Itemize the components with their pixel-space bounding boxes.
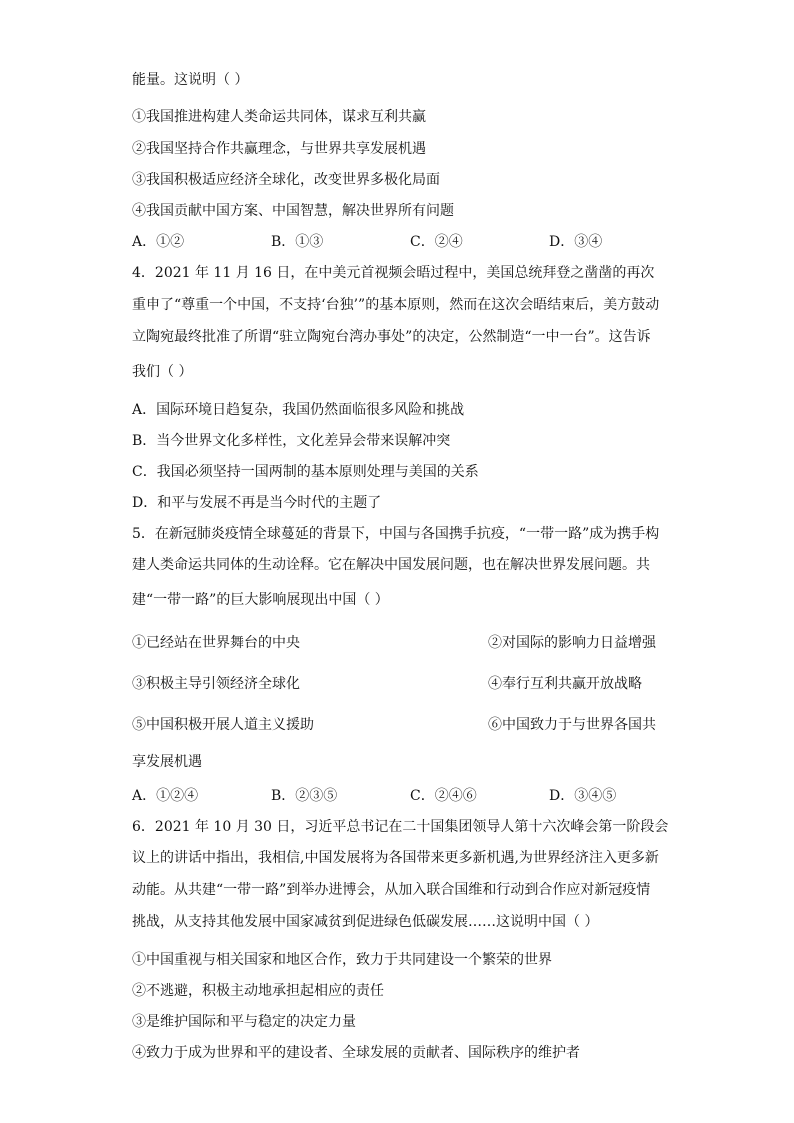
q3-option-a: A．①②	[132, 234, 185, 250]
q3-options	[132, 232, 612, 252]
q6-stem-line-1: 6．2021 年 10 月 30 日，习近平总书记在二十国集团领导人第十六次峰会第一阶段会	[132, 819, 669, 835]
q6-stem-line-3: 动能。从共建“一带一路”到举办进博会，从加入联合国维和行动到合作应对新冠疫情	[132, 882, 651, 898]
q3-option-d: D．③④	[549, 234, 603, 250]
q6-item-1: ①中国重视与相关国家和地区合作，致力于共同建设一个繁荣的世界	[132, 952, 552, 968]
q5-option-d: D．③④⑤	[549, 788, 617, 804]
q5-option-b: B．②③⑤	[271, 788, 338, 804]
q5-stem-line-1: 5．在新冠肺炎疫情全球蔓延的背景下，中国与各国携手抗疫，“一带一路”成为携手构	[132, 526, 660, 542]
q5-item-row-1	[132, 633, 656, 653]
q5-stem-line-3: 建“一带一路”的巨大影响展现出中国（ ）	[132, 592, 389, 608]
q4-choice-c: C．我国必须坚持一国两制的基本原则处理与美国的关系	[132, 464, 479, 480]
q3-item-3: ③我国积极适应经济全球化，改变世界多极化局面	[132, 172, 440, 188]
q5-options	[132, 786, 617, 806]
q6-stem-line-4: 挑战，从支持其他发展中国家减贫到促进绿色低碳发展……这说明中国（ ）	[132, 914, 599, 930]
q6-item-4: ④致力于成为世界和平的建设者、全球发展的贡献者、国际秩序的维护者	[132, 1045, 580, 1061]
q4-choice-b: B．当今世界文化多样性，文化差异会带来误解冲突	[132, 433, 451, 449]
q3-option-c: C．②④	[410, 234, 463, 250]
q4-choice-a: A．国际环境日趋复杂，我国仍然面临很多风险和挑战	[132, 402, 465, 418]
q6-item-3: ③是维护国际和平与稳定的决定力量	[132, 1014, 356, 1030]
q5-item-5: ⑤中国积极开展人道主义援助	[132, 717, 314, 733]
q5-item-2: ②对国际的影响力日益增强	[488, 635, 656, 651]
q4-stem-line-3: 立陶宛最终批准了所谓“驻立陶宛台湾办事处”的决定，公然制造“一中一台”。这告诉	[132, 329, 651, 345]
q4-stem-line-4: 我们（ ）	[132, 364, 193, 380]
q4-choice-d: D．和平与发展不再是当今时代的主题了	[132, 495, 382, 511]
q5-item-row-2	[132, 674, 656, 694]
q5-item-3: ③积极主导引领经济全球化	[132, 676, 300, 692]
q5-item-6: ⑥中国致力于与世界各国共	[488, 717, 656, 733]
q5-stem-line-2: 建人类命运共同体的生动诠释。它在解决中国发展问题，也在解决世界发展问题。共	[132, 557, 650, 573]
q3-stem-continuation: 能量。这说明（ ）	[132, 72, 249, 88]
q5-item-4: ④奉行互利共赢开放战略	[488, 676, 642, 692]
q5-item-1: ①已经站在世界舞台的中央	[132, 635, 300, 651]
q4-stem-line-1: 4．2021 年 11 月 16 日，在中美元首视频会晤过程中，美国总统拜登之凿凿的再次	[132, 265, 655, 281]
q5-option-a: A．①②④	[132, 788, 199, 804]
q3-option-b: B．①③	[271, 234, 324, 250]
q3-item-1: ①我国推进构建人类命运共同体，谋求互利共赢	[132, 109, 426, 125]
q3-item-2: ②我国坚持合作共赢理念，与世界共享发展机遇	[132, 141, 426, 157]
q6-item-2: ②不逃避，积极主动地承担起相应的责任	[132, 983, 384, 999]
q5-item-6-wrap: 享发展机遇	[132, 754, 202, 770]
q3-item-4: ④我国贡献中国方案、中国智慧，解决世界所有问题	[132, 203, 454, 219]
q5-option-c: C．②④⑥	[410, 788, 477, 804]
q4-stem-line-2: 重申了“尊重一个中国，不支持‘台独’”的基本原则，然而在这次会晤结束后，美方鼓动	[132, 297, 660, 313]
q5-item-row-3	[132, 715, 656, 735]
q6-stem-line-2: 议上的讲话中指出，我相信,中国发展将为各国带来更多新机遇,为世界经济注入更多新	[132, 850, 659, 866]
